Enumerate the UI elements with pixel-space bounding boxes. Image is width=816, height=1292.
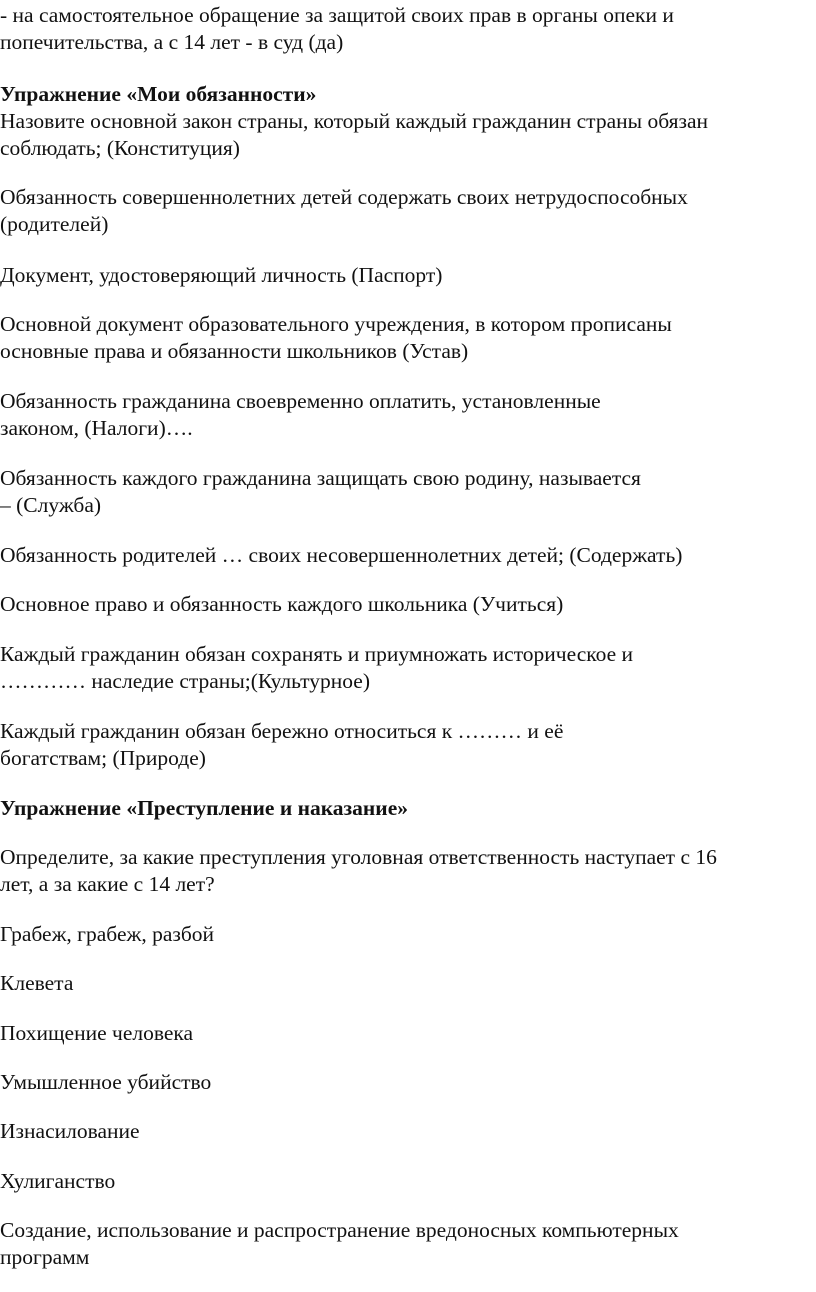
question-line-1: Определите, за какие преступления уголовная ответственность наступает с 16 [0, 845, 717, 869]
intro-line-1: - на самостоятельное обращение за защитой своих прав в органы опеки и [0, 3, 674, 27]
item-10-line-1: Каждый гражданин обязан бережно относиться к ……… и её [0, 719, 564, 743]
section2-heading: Упражнение «Преступление и наказание» [0, 796, 408, 820]
item-2-line-1: Обязанность совершеннолетних детей содержать своих нетрудоспособных [0, 185, 688, 209]
crime-item: Клевета [0, 971, 74, 995]
section1-heading: Упражнение «Мои обязанности» [0, 82, 317, 106]
item-5-line-1: Обязанность гражданина своевременно оплатить, установленные [0, 389, 601, 413]
item-5-line-2: законом, (Налоги)…. [0, 416, 193, 440]
item-6-line-2: – (Служба) [0, 493, 102, 517]
item-1-line-2: соблюдать; (Конституция) [0, 136, 240, 160]
crime-item: Похищение человека [0, 1021, 194, 1045]
crime-item: Грабеж, грабеж, разбой [0, 922, 215, 946]
item-4-line-2: основные права и обязанности школьников (Устав) [0, 339, 469, 363]
item-9-line-1: Каждый гражданин обязан сохранять и приумножать историческое и [0, 642, 634, 666]
crime-item: Хулиганство [0, 1169, 116, 1193]
intro-line-2: попечительства, а с 14 лет - в суд (да) [0, 30, 344, 54]
crime-item: Умышленное убийство [0, 1070, 212, 1094]
item-8-line-1: Основное право и обязанность каждого школьника (Учиться) [0, 592, 564, 616]
last-item-line-1: Создание, использование и распространение вредоносных компьютерных [0, 1218, 679, 1242]
item-2-line-2: (родителей) [0, 212, 109, 236]
last-item-line-2: программ [0, 1245, 90, 1269]
item-1-line-1: Назовите основной закон страны, который каждый гражданин страны обязан [0, 109, 709, 133]
question-line-2: лет, а за какие с 14 лет? [0, 872, 215, 896]
item-4-line-1: Основной документ образовательного учреждения, в котором прописаны [0, 312, 672, 336]
item-10-line-2: богатствам; (Природе) [0, 746, 206, 770]
item-6-line-1: Обязанность каждого гражданина защищать свою родину, называется [0, 466, 641, 490]
crime-item: Изнасилование [0, 1119, 140, 1143]
item-9-line-2: ………… наследие страны;(Культурное) [0, 669, 370, 693]
item-3-line-1: Документ, удостоверяющий личность (Паспорт) [0, 263, 443, 287]
item-7-line-1: Обязанность родителей … своих несовершеннолетних детей; (Содержать) [0, 543, 683, 567]
